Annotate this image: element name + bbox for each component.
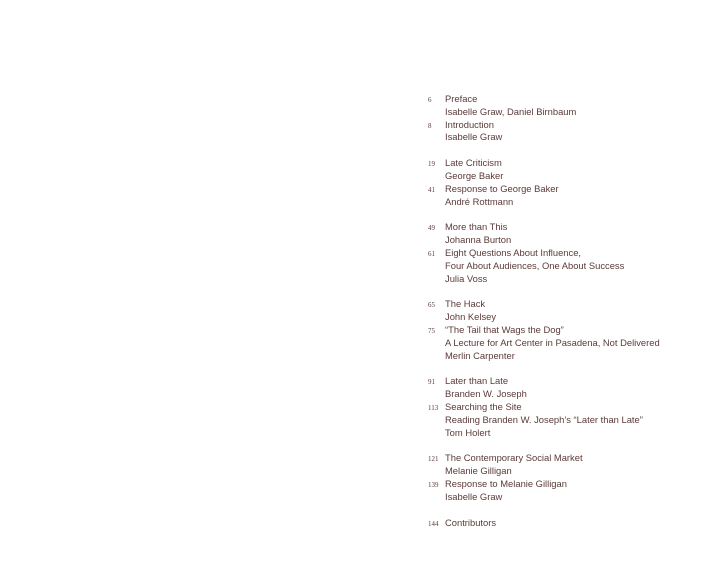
entry-title: Response to Melanie Gilligan [445, 477, 567, 489]
entry-subtitle: Four About Audiences, One About Success [445, 259, 625, 271]
page-number: 139 [428, 480, 439, 489]
toc-entry[interactable] [428, 247, 718, 285]
entry-subtitle: A Lecture for Art Center in Pasadena, Not Delivered [445, 336, 660, 348]
entry-title: Later than Late [445, 375, 509, 387]
toc-group [428, 517, 718, 531]
entry-title: Response to George Baker [445, 182, 559, 194]
entry-author: Isabelle Graw [445, 490, 503, 502]
entry-author: Johanna Burton [445, 234, 512, 246]
entry-title: “The Tail that Wags the Dog” [445, 323, 564, 335]
toc-group [428, 298, 718, 362]
toc-entry[interactable] [428, 452, 718, 478]
entry-author: Merlin Carpenter [445, 349, 515, 361]
page-number: 49 [428, 224, 435, 233]
table-of-contents [428, 93, 718, 531]
entry-author: André Rottmann [445, 195, 514, 207]
toc-entry[interactable] [428, 517, 718, 531]
page-number: 75 [428, 326, 435, 335]
entry-author: Tom Holert [445, 426, 491, 438]
toc-entry[interactable] [428, 375, 718, 401]
entry-title: Eight Questions About Influence, [445, 246, 582, 258]
toc-entry[interactable] [428, 401, 718, 439]
toc-entry[interactable] [428, 221, 718, 247]
entry-author: Julia Voss [445, 272, 488, 284]
entry-author: Isabelle Graw, Daniel Birnbaum [445, 105, 577, 117]
entry-title: The Hack [445, 298, 486, 310]
toc-group [428, 93, 718, 144]
entry-title: Preface [445, 93, 478, 104]
page-number: 8 [428, 121, 432, 130]
entry-title: Contributors [445, 516, 497, 528]
toc-entry[interactable] [428, 119, 718, 145]
entry-title: Introduction [445, 118, 494, 130]
entry-author: Isabelle Graw [445, 131, 503, 143]
toc-group [428, 157, 718, 208]
page-number: 91 [428, 378, 435, 387]
toc-group [428, 221, 718, 285]
page-number: 121 [428, 455, 439, 464]
toc-group [428, 375, 718, 439]
toc-entry[interactable] [428, 93, 718, 119]
entry-title: Searching the Site [445, 400, 522, 412]
entry-author: John Kelsey [445, 311, 497, 323]
toc-entry[interactable] [428, 324, 718, 362]
toc-entry[interactable] [428, 183, 718, 209]
entry-title: Late Criticism [445, 157, 502, 169]
entry-author: George Baker [445, 169, 504, 181]
entry-title: The Contemporary Social Market [445, 452, 583, 464]
page-number: 19 [428, 160, 435, 169]
toc-entry[interactable] [428, 298, 718, 324]
page-number: 65 [428, 301, 435, 310]
page-number: 144 [428, 519, 439, 528]
toc-entry[interactable] [428, 478, 718, 504]
entry-author: Branden W. Joseph [445, 388, 527, 400]
page-number: 61 [428, 249, 435, 258]
entry-author: Melanie Gilligan [445, 465, 512, 477]
page-number: 41 [428, 185, 435, 194]
entry-title: More than This [445, 221, 508, 233]
toc-group [428, 452, 718, 503]
toc-entry[interactable] [428, 157, 718, 183]
page-number: 113 [428, 403, 439, 412]
page-number: 6 [428, 96, 432, 104]
entry-subtitle: Reading Branden W. Joseph’s “Later than Late” [445, 413, 643, 425]
